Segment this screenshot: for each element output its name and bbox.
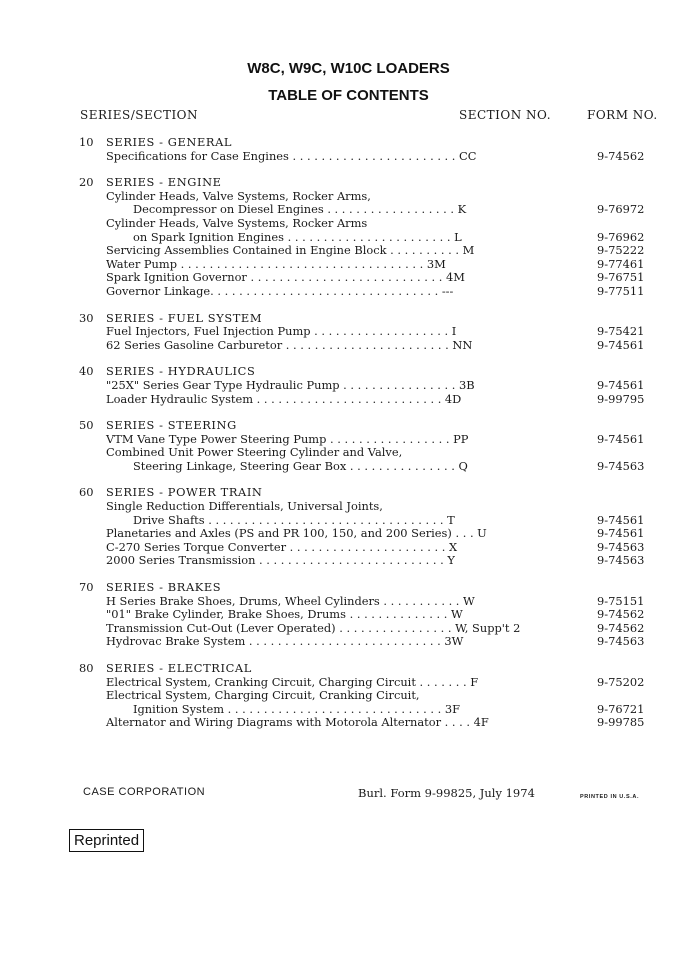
toc-entry-form-number: 9-77461 — [597, 256, 645, 271]
toc-entry-text: Alternator and Wiring Diagrams with Motorola Alternator . . . . 4F — [106, 715, 489, 730]
toc-entry-text: H Series Brake Shoes, Drums, Wheel Cylinders . . . . . . . . . . . W — [106, 593, 475, 608]
toc-entry-text: Governor Linkage. . . . . . . . . . . . . . . . . . . . . . . . . . . . . . . . --- — [106, 283, 454, 298]
toc-entry-text: Water Pump . . . . . . . . . . . . . . . . . . . . . . . . . . . . . . . . . . 3M — [106, 256, 446, 271]
toc-entry-text: Decompressor on Diesel Engines . . . . . . . . . . . . . . . . . . K — [133, 202, 467, 217]
toc-entry — [0, 716, 697, 730]
series-heading: SERIES - POWER TRAIN — [106, 485, 263, 500]
series-heading: SERIES - ELECTRICAL — [106, 661, 252, 675]
toc-entry — [0, 203, 697, 217]
toc-entry — [0, 150, 697, 164]
toc-group — [0, 365, 697, 406]
toc-entry-text: Specifications for Case Engines . . . . . . . . . . . . . . . . . . . . . . . CC — [106, 148, 477, 163]
toc-entry-text: Hydrovac Brake System . . . . . . . . . . . . . . . . . . . . . . . . . . . 3W — [106, 634, 464, 649]
series-heading: SERIES - HYDRAULICS — [106, 364, 256, 379]
form-info: Burl. Form 9-99825, July 1974 — [358, 786, 535, 800]
toc-entry-text: Transmission Cut-Out (Lever Operated) . . . . . . . . . . . . . . . . W, Supp't 2 — [106, 620, 521, 635]
toc-entry — [0, 190, 697, 204]
series-heading: SERIES - STEERING — [106, 418, 237, 433]
toc-entry — [0, 635, 697, 649]
toc-entry-text: Cylinder Heads, Valve Systems, Rocker Arms, — [106, 188, 371, 203]
document-title: W8C, W9C, W10C LOADERS — [247, 60, 450, 77]
toc-entry-form-number: 9-75151 — [597, 593, 645, 608]
toc-entry — [0, 325, 697, 339]
toc-entry-text: Planetaries and Axles (PS and PR 100, 150, and 200 Series) . . . U — [106, 526, 487, 541]
toc-entry — [0, 285, 697, 299]
toc-group — [0, 312, 697, 353]
toc-entry-form-number: 9-75202 — [597, 674, 645, 689]
toc-group — [0, 662, 697, 730]
toc-entry-form-number: 9-74563 — [597, 634, 645, 649]
toc-entry-form-number: 9-74563 — [597, 553, 645, 568]
company-name: CASE CORPORATION — [83, 786, 206, 798]
toc-entry — [0, 460, 697, 474]
series-number: 60 — [79, 485, 94, 500]
toc-entry — [0, 379, 697, 393]
column-header-series: SERIES/SECTION — [80, 108, 199, 122]
toc-entry-form-number: 9-74561 — [597, 526, 645, 541]
table-of-contents — [0, 136, 697, 743]
toc-entry-form-number: 9-74562 — [597, 620, 645, 635]
series-heading: SERIES - GENERAL — [106, 135, 233, 149]
toc-group-header — [0, 419, 697, 433]
series-number: 20 — [79, 175, 94, 190]
series-number: 80 — [79, 661, 94, 675]
toc-entry-form-number: 9-76751 — [597, 270, 645, 285]
column-header-section: SECTION NO. — [459, 108, 552, 122]
toc-group-header — [0, 365, 697, 379]
series-heading: SERIES - BRAKES — [106, 580, 222, 595]
toc-entry-form-number: 9-74563 — [597, 458, 645, 473]
toc-entry-text: "25X" Series Gear Type Hydraulic Pump . . . . . . . . . . . . . . . . 3B — [106, 377, 475, 392]
toc-entry-text: Spark Ignition Governor . . . . . . . . . . . . . . . . . . . . . . . . . . . 4M — [106, 270, 465, 285]
toc-entry-form-number: 9-74561 — [597, 431, 645, 446]
toc-entry-text: 2000 Series Transmission . . . . . . . . . . . . . . . . . . . . . . . . . . Y — [106, 553, 455, 568]
toc-entry — [0, 608, 697, 622]
toc-entry-form-number: 9-74561 — [597, 337, 645, 352]
toc-group-header — [0, 176, 697, 190]
toc-entry-text: Fuel Injectors, Fuel Injection Pump . . . . . . . . . . . . . . . . . . . I — [106, 324, 457, 339]
toc-group — [0, 581, 697, 649]
toc-entry-text: Steering Linkage, Steering Gear Box . . . . . . . . . . . . . . . Q — [133, 458, 468, 473]
toc-group — [0, 419, 697, 473]
toc-entry-text: Single Reduction Differentials, Universal Joints, — [106, 499, 383, 514]
toc-entry-form-number: 9-76972 — [597, 202, 645, 217]
toc-entry — [0, 554, 697, 568]
toc-entry-text: Electrical System, Cranking Circuit, Charging Circuit . . . . . . . F — [106, 674, 479, 689]
toc-entry-form-number: 9-76721 — [597, 701, 645, 716]
document-subtitle: TABLE OF CONTENTS — [268, 87, 429, 104]
toc-entry-form-number: 9-75222 — [597, 243, 645, 258]
toc-entry-form-number: 9-74563 — [597, 539, 645, 554]
toc-entry-text: 62 Series Gasoline Carburetor . . . . . . . . . . . . . . . . . . . . . . . NN — [106, 337, 473, 352]
toc-entry — [0, 258, 697, 272]
toc-entry-text: Cylinder Heads, Valve Systems, Rocker Arms — [106, 215, 368, 230]
toc-group — [0, 176, 697, 298]
toc-entry — [0, 433, 697, 447]
toc-entry — [0, 514, 697, 528]
toc-entry-text: Servicing Assemblies Contained in Engine Block . . . . . . . . . . M — [106, 243, 475, 258]
toc-entry-text: "01" Brake Cylinder, Brake Shoes, Drums . . . . . . . . . . . . . . W — [106, 607, 463, 622]
toc-entry — [0, 393, 697, 407]
series-heading: SERIES - FUEL SYSTEM — [106, 310, 263, 325]
toc-entry-form-number: 9-99785 — [597, 715, 645, 730]
toc-group-header — [0, 662, 697, 676]
toc-entry — [0, 271, 697, 285]
series-number: 10 — [79, 135, 94, 149]
toc-entry-text: Drive Shafts . . . . . . . . . . . . . . . . . . . . . . . . . . . . . . . . . T — [133, 512, 455, 527]
reprinted-stamp: Reprinted — [69, 829, 144, 852]
toc-entry — [0, 689, 697, 703]
printed-in-usa: PRINTED IN U.S.A. — [580, 794, 640, 800]
toc-entry-form-number: 9-74562 — [597, 607, 645, 622]
column-header-form: FORM NO. — [587, 108, 658, 122]
toc-entry-text: Electrical System, Charging Circuit, Cranking Circuit, — [106, 688, 420, 703]
toc-group-header — [0, 486, 697, 500]
toc-entry-text: Combined Unit Power Steering Cylinder and Valve, — [106, 445, 403, 460]
toc-entry — [0, 231, 697, 245]
toc-entry-form-number: 9-75421 — [597, 324, 645, 339]
toc-entry-text: Loader Hydraulic System . . . . . . . . . . . . . . . . . . . . . . . . . . 4D — [106, 391, 462, 406]
toc-entry — [0, 500, 697, 514]
toc-entry-text: Ignition System . . . . . . . . . . . . . . . . . . . . . . . . . . . . . . 3F — [133, 701, 461, 716]
toc-entry-form-number: 9-76962 — [597, 229, 645, 244]
toc-entry — [0, 541, 697, 555]
toc-entry — [0, 339, 697, 353]
series-number: 50 — [79, 418, 94, 433]
toc-entry — [0, 527, 697, 541]
toc-entry — [0, 676, 697, 690]
toc-group — [0, 136, 697, 163]
toc-entry-form-number: 9-77511 — [597, 283, 645, 298]
toc-group — [0, 486, 697, 568]
toc-group-header — [0, 581, 697, 595]
toc-group-header — [0, 136, 697, 150]
toc-entry — [0, 703, 697, 717]
toc-group-header — [0, 312, 697, 326]
toc-entry — [0, 622, 697, 636]
toc-entry-form-number: 9-74561 — [597, 377, 645, 392]
toc-entry-text: C-270 Series Torque Converter . . . . . . . . . . . . . . . . . . . . . . X — [106, 539, 458, 554]
series-number: 30 — [79, 310, 94, 325]
toc-entry-text: on Spark Ignition Engines . . . . . . . . . . . . . . . . . . . . . . . L — [133, 229, 462, 244]
toc-entry-form-number: 9-99795 — [597, 391, 645, 406]
toc-entry-form-number: 9-74561 — [597, 512, 645, 527]
toc-entry — [0, 446, 697, 460]
series-heading: SERIES - ENGINE — [106, 175, 222, 190]
series-number: 70 — [79, 580, 94, 595]
toc-entry — [0, 595, 697, 609]
toc-entry — [0, 244, 697, 258]
toc-entry — [0, 217, 697, 231]
series-number: 40 — [79, 364, 94, 379]
toc-entry-form-number: 9-74562 — [597, 148, 645, 163]
toc-entry-text: VTM Vane Type Power Steering Pump . . . . . . . . . . . . . . . . . PP — [106, 431, 469, 446]
